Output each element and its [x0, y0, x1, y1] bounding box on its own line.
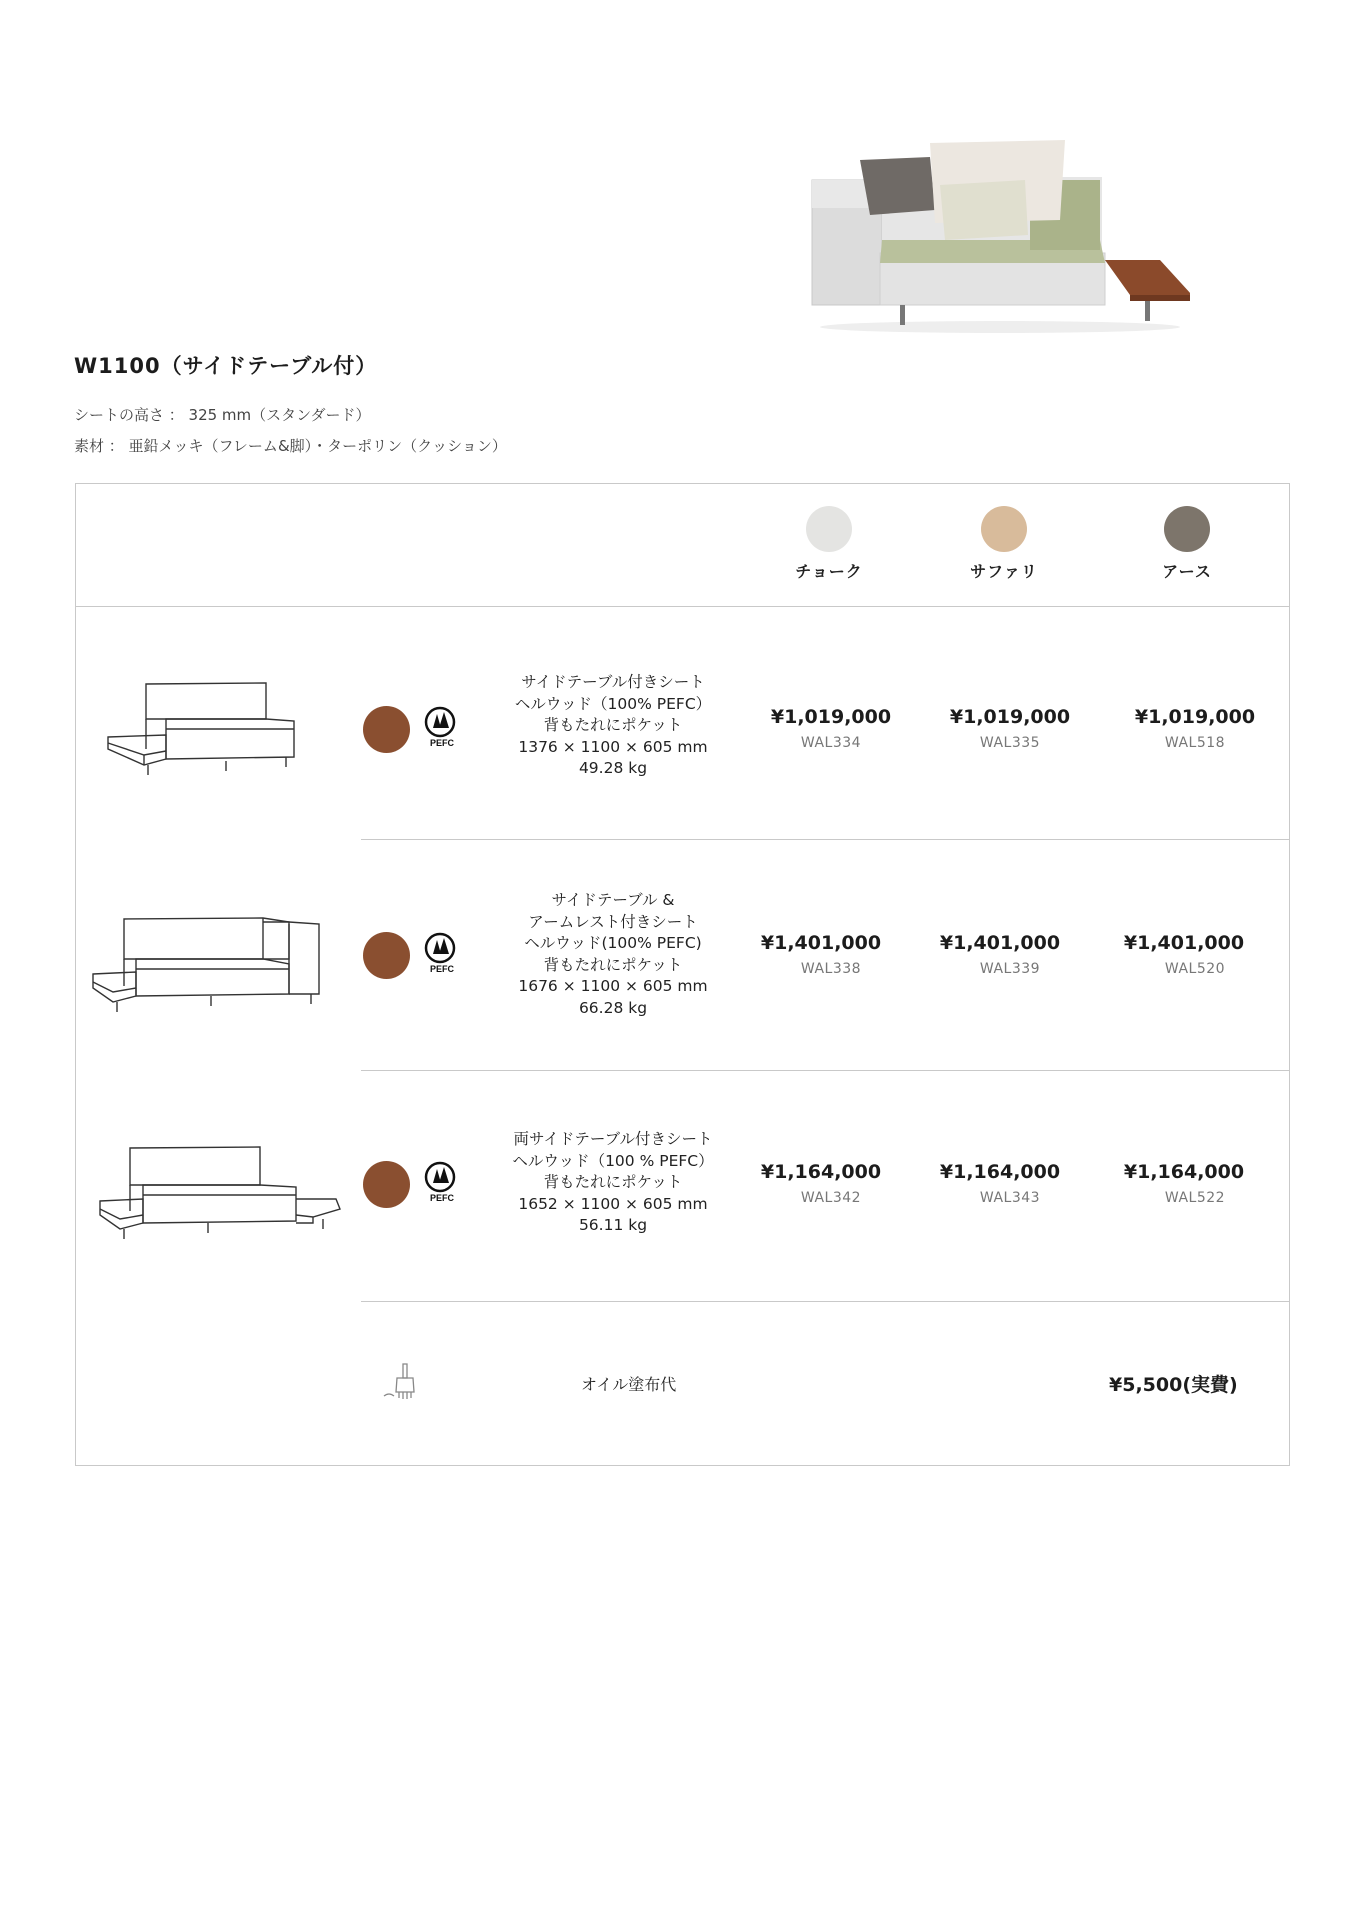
row3-code-earth: WAL522	[1164, 1190, 1226, 1206]
page-title: W1100（サイドテーブル付）	[74, 354, 378, 378]
color-label-earth: アース	[1162, 562, 1212, 581]
row2-price-safari: ¥1,401,000	[939, 932, 1061, 954]
color-label-safari: サファリ	[970, 562, 1038, 581]
sketch-seat-side-table	[106, 679, 326, 784]
spec-seat-height: シートの高さ ： 325 mm（スタンダード）	[74, 406, 371, 424]
sketch-seat-double-side-table	[98, 1143, 343, 1243]
pefc-label: PEFC	[429, 964, 455, 974]
pefc-label: PEFC	[429, 738, 455, 748]
row3-price-earth: ¥1,164,000	[1123, 1161, 1245, 1183]
row1-code-earth: WAL518	[1164, 735, 1226, 751]
price-table	[75, 483, 1290, 1466]
row3-description: 両サイドテーブル付きシート ヘルウッド（100 % PEFC） 背もたれにポケット 1652 × 1100 × 605 mm 56.11 kg	[512, 1130, 714, 1234]
oil-coating-label: オイル塗布代	[581, 1375, 677, 1394]
row-divider	[361, 1070, 1289, 1071]
row1-price-safari: ¥1,019,000	[949, 706, 1071, 728]
row2-code-earth: WAL520	[1164, 961, 1226, 977]
pefc-label: PEFC	[429, 1193, 455, 1203]
oil-brush-icon	[381, 1362, 421, 1402]
row1-code-safari: WAL335	[979, 735, 1041, 751]
wood-swatch-row3	[363, 1161, 410, 1208]
row1-description: サイドテーブル付きシート ヘルウッド（100% PEFC） 背もたれにポケット 1376 × 1100 × 605 mm 49.28 kg	[514, 673, 712, 777]
row1-price-earth: ¥1,019,000	[1134, 706, 1256, 728]
row1-price-chalk: ¥1,019,000	[770, 706, 892, 728]
pefc-logo-icon	[424, 932, 460, 976]
row3-code-chalk: WAL342	[800, 1190, 862, 1206]
product-photo	[800, 135, 1190, 335]
oil-coating-price: ¥5,500(実費)	[1109, 1374, 1238, 1396]
row2-code-chalk: WAL338	[800, 961, 862, 977]
row-divider	[361, 1301, 1289, 1302]
wood-swatch-row2	[363, 932, 410, 979]
color-swatch-safari	[981, 506, 1027, 552]
spec-material: 素材 ： 亜鉛メッキ（フレーム&脚）・ターポリン（クッション）	[74, 437, 507, 455]
sketch-seat-side-table-armrest	[91, 914, 341, 1014]
header-divider	[76, 606, 1289, 607]
row-divider	[361, 839, 1289, 840]
row3-price-chalk: ¥1,164,000	[760, 1161, 882, 1183]
row3-code-safari: WAL343	[979, 1190, 1041, 1206]
pefc-logo-icon	[424, 1161, 460, 1205]
wood-swatch-row1	[363, 706, 410, 753]
color-swatch-earth	[1164, 506, 1210, 552]
row3-price-safari: ¥1,164,000	[939, 1161, 1061, 1183]
color-label-chalk: チョーク	[795, 562, 863, 581]
color-swatch-chalk	[806, 506, 852, 552]
row2-code-safari: WAL339	[979, 961, 1041, 977]
row2-description: サイドテーブル & アームレスト付きシート ヘルウッド(100% PEFC) 背もたれにポケット 1676 × 1100 × 605 mm 66.28 kg	[518, 891, 708, 1017]
row2-price-earth: ¥1,401,000	[1123, 932, 1245, 954]
pefc-logo-icon	[424, 706, 460, 750]
row1-code-chalk: WAL334	[800, 735, 862, 751]
row2-price-chalk: ¥1,401,000	[760, 932, 882, 954]
